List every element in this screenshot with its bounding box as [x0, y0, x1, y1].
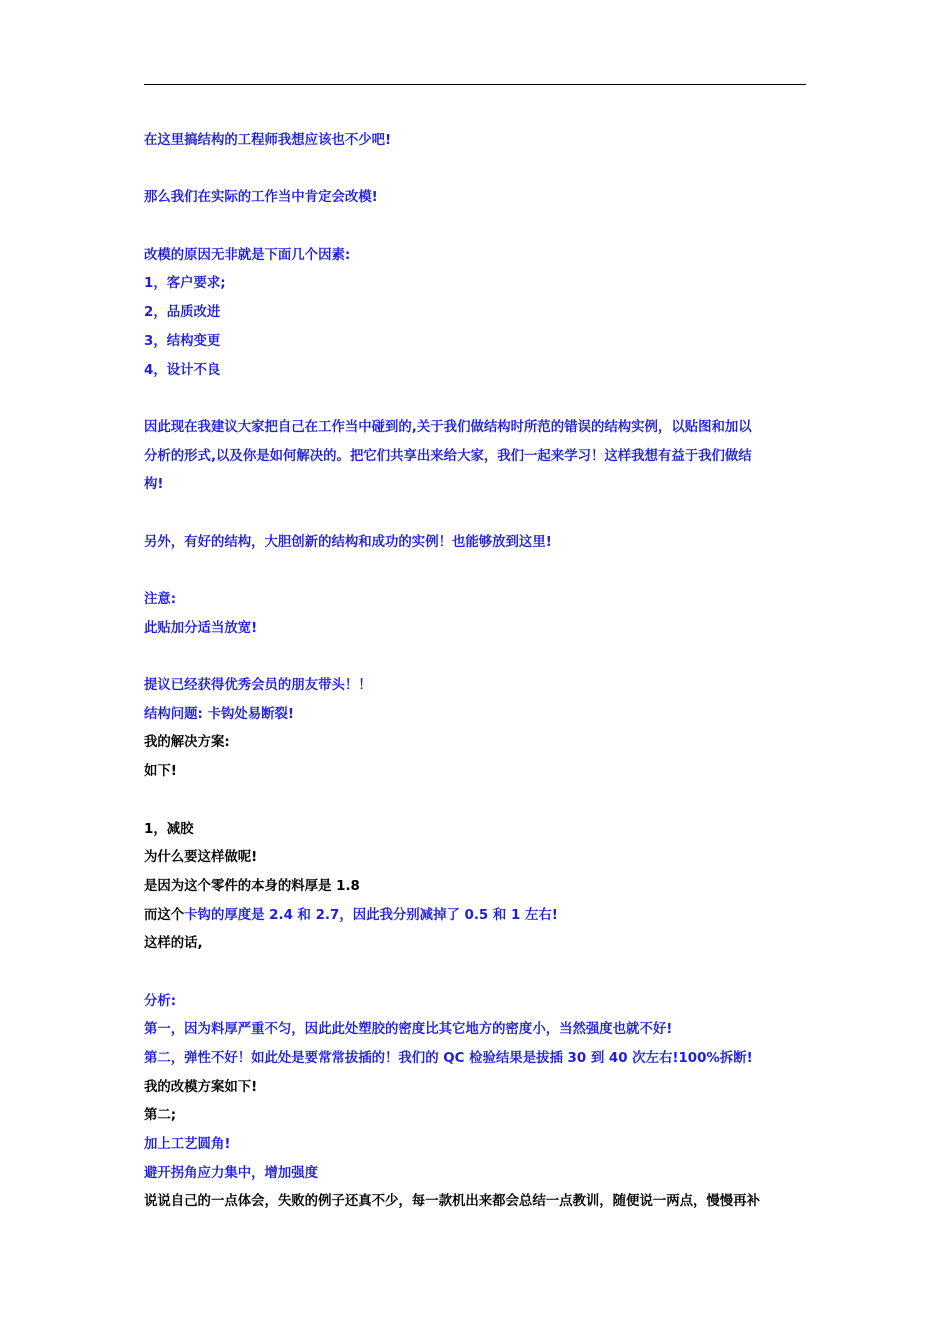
proposal-paragraph-line-3: 构! — [144, 477, 164, 493]
proposal-paragraph-line-2: 分析的形式,以及你是如何解决的。把它们共享出来给大家，我们一起来学习！这样我想有益于我们做结 — [144, 448, 752, 464]
avoid-stress-line: 避开拐角应力集中，增加强度 — [144, 1165, 319, 1181]
analysis-second: 第二，弹性不好！如此处是要常常拔插的！我们的 QC 检验结果是拔插 30 到 40 次左右!100%拆断! — [144, 1051, 753, 1066]
reason-item-2: 2，品质改进 — [144, 305, 221, 321]
blank-line — [144, 213, 806, 242]
intro-paragraph-1: 在这里搞结构的工程师我想应该也不少吧! — [144, 133, 392, 148]
analysis-first: 第一，因为料厚严重不匀，因此此处塑胶的密度比其它地方的密度小，当然强度也就不好! — [144, 1022, 673, 1038]
problem-statement: 结构问题: 卡钩处易断裂! — [144, 706, 295, 722]
solution-heading: 我的解决方案: — [144, 735, 230, 751]
reasons-heading: 改模的原因无非就是下面几个因素: — [144, 247, 351, 263]
analysis-heading: 分析: — [144, 993, 177, 1009]
intro-paragraph-2: 那么我们在实际的工作当中肯定会改模! — [144, 190, 378, 206]
why-question: 为什么要这样做呢! — [144, 850, 258, 866]
hook-thickness-detail: 卡钩的厚度是 2.4 和 2.7，因此我分别减掉了 0.5 和 1 左右! — [184, 907, 558, 923]
blank-line — [144, 385, 806, 414]
thickness-reason-value: 1.8 — [336, 878, 360, 894]
blank-line — [144, 500, 806, 529]
header-rule — [144, 84, 806, 85]
mod-plan: 我的改模方案如下! — [144, 1079, 258, 1095]
reason-item-1: 1，客户要求; — [144, 276, 226, 292]
step-1-title: 1，减胶 — [144, 821, 194, 837]
experience-line: 说说自己的一点体会，失败的例子还真不少，每一款机出来都会总结一点教训，随便说一两点，慢慢再补 — [144, 1194, 760, 1210]
reason-item-4: 4，设计不良 — [144, 362, 221, 378]
solution-follows: 如下! — [144, 764, 177, 780]
blank-line — [144, 557, 806, 586]
blank-line — [144, 643, 806, 672]
lead-paragraph: 提议已经获得优秀会员的朋友带头！！ — [144, 678, 372, 694]
blank-line — [144, 156, 806, 185]
thickness-reason — [144, 873, 806, 902]
blank-line — [144, 959, 806, 988]
blank-line — [144, 787, 806, 816]
fillet-line: 加上工艺圆角! — [144, 1137, 231, 1153]
reason-item-3: 3，结构变更 — [144, 333, 221, 349]
second-step: 第二; — [144, 1108, 177, 1124]
hook-thickness-line — [144, 902, 806, 931]
thickness-reason-text: 是因为这个零件的本身的料厚是 — [144, 878, 337, 894]
so-line: 这样的话, — [144, 936, 203, 952]
hook-thickness-prefix: 而这个 — [144, 907, 185, 923]
note-heading: 注意: — [144, 592, 177, 607]
proposal-paragraph-line-1: 因此现在我建议大家把自己在工作当中碰到的,关于我们做结构时所范的错误的结构实例，以贴图和加以 — [144, 419, 752, 435]
also-paragraph: 另外，有好的结构，大胆创新的结构和成功的实例！也能够放到这里! — [144, 534, 552, 550]
note-body: 此贴加分适当放宽! — [144, 620, 258, 636]
document-body — [144, 127, 806, 1217]
